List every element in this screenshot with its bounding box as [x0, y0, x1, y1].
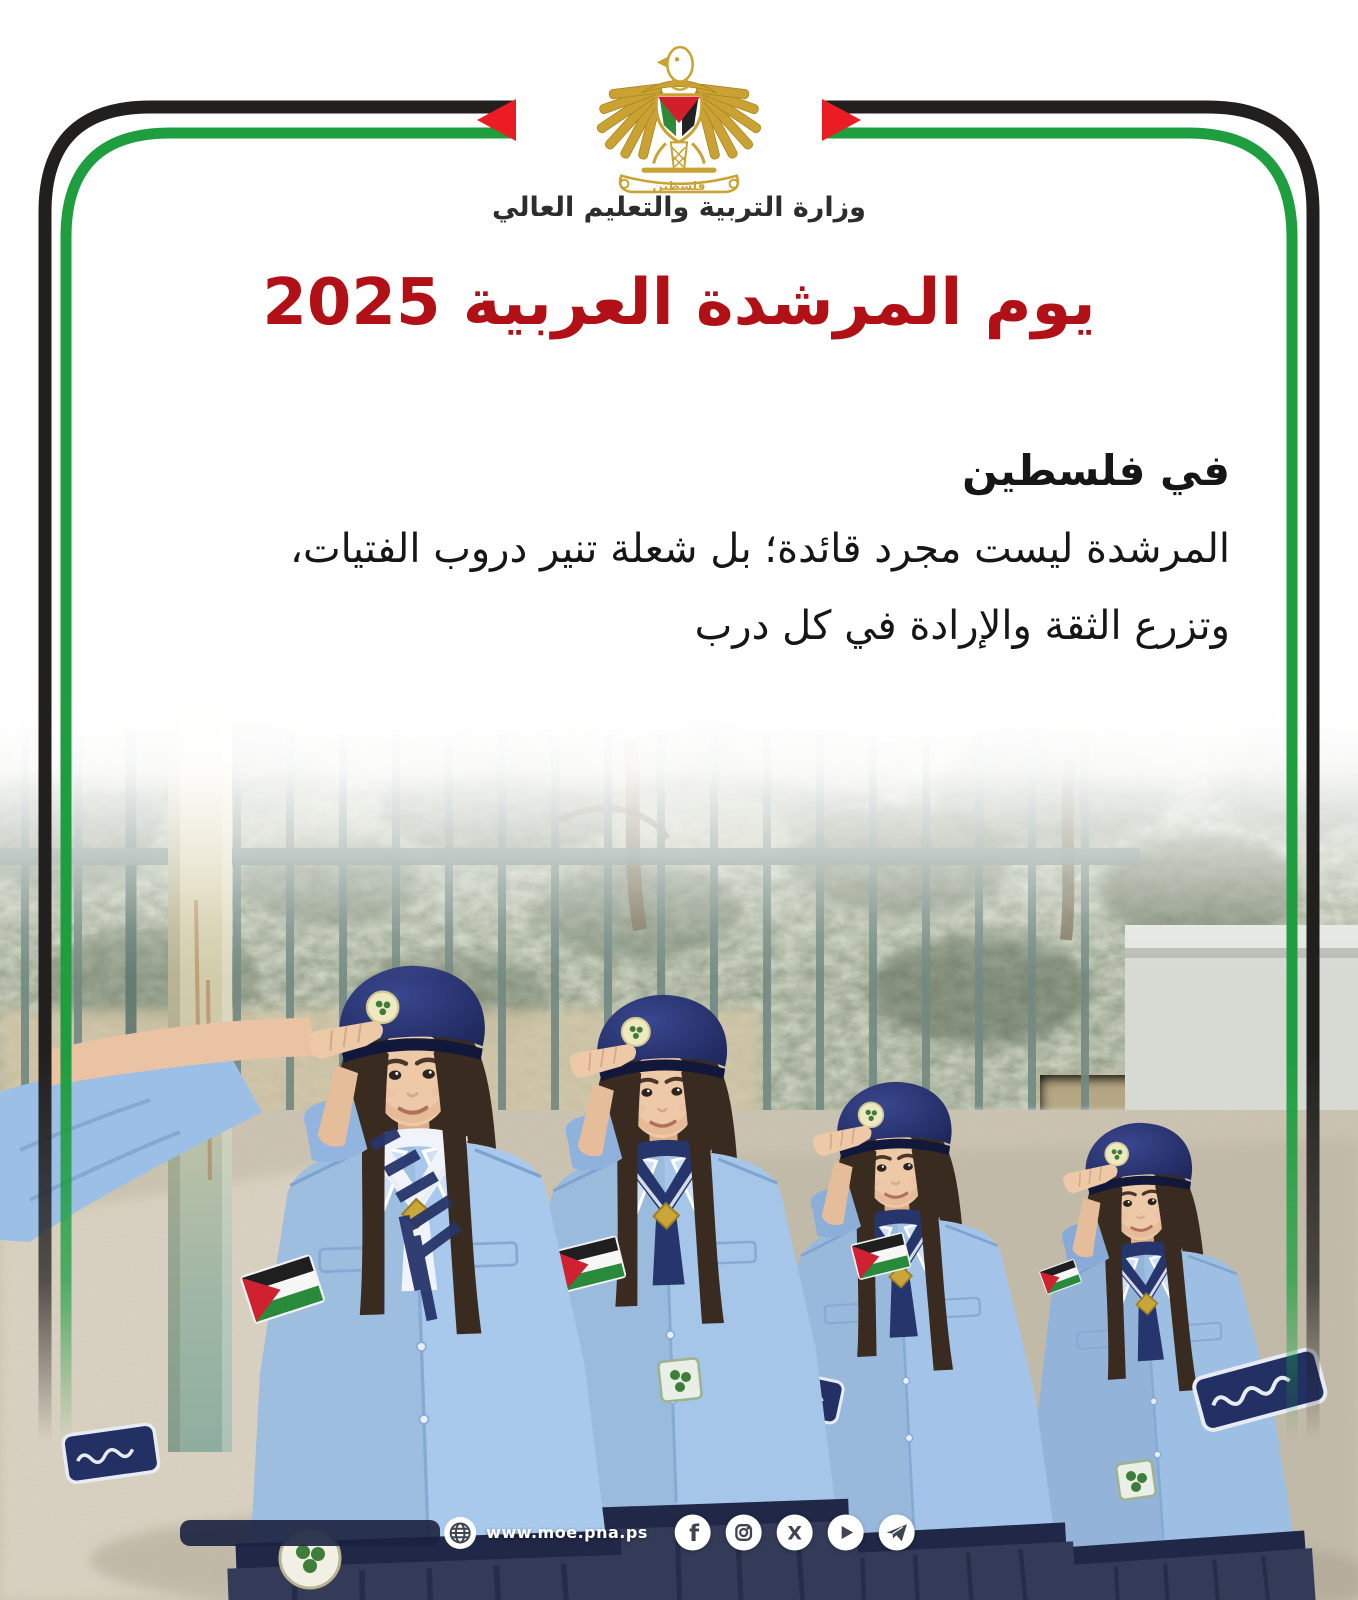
x-twitter-icon[interactable]	[776, 1514, 813, 1551]
website-url: www.moe.pna.ps	[486, 1523, 648, 1542]
body-line-2: وتزرع الثقة والإرادة في كل درب	[694, 602, 1230, 649]
globe-icon	[443, 1516, 477, 1550]
footer-bar	[443, 1514, 915, 1551]
frame-red-triangle-left	[477, 99, 516, 141]
svg-text:X: X	[787, 1522, 802, 1545]
body-text	[100, 446, 1230, 665]
ministry-name: وزارة التربية والتعليم العالي	[492, 192, 866, 223]
photo-girl-guides	[0, 680, 1358, 1600]
telegram-icon[interactable]	[878, 1514, 915, 1551]
instagram-icon[interactable]	[725, 1514, 762, 1551]
emblem-scroll-text: فلسطين	[652, 178, 706, 193]
eagle-tail	[642, 142, 717, 172]
youtube-icon[interactable]	[827, 1514, 864, 1551]
body-line-1: المرشدة ليست مجرد قائدة؛ بل شعلة تنير دروب الفتيات،	[290, 526, 1230, 572]
palestine-eagle-emblem	[581, 34, 777, 198]
flag-shield	[656, 95, 702, 143]
svg-text:f: f	[688, 1521, 699, 1547]
website-group	[443, 1516, 648, 1550]
body-lead: في فلسطين	[962, 446, 1230, 495]
facebook-icon[interactable]	[674, 1514, 711, 1551]
emblem-scroll	[620, 176, 738, 193]
frame-red-triangle-right	[822, 99, 861, 141]
photo-top-veil	[0, 680, 1358, 1020]
page-title: يوم المرشدة العربية 2025	[262, 266, 1096, 340]
